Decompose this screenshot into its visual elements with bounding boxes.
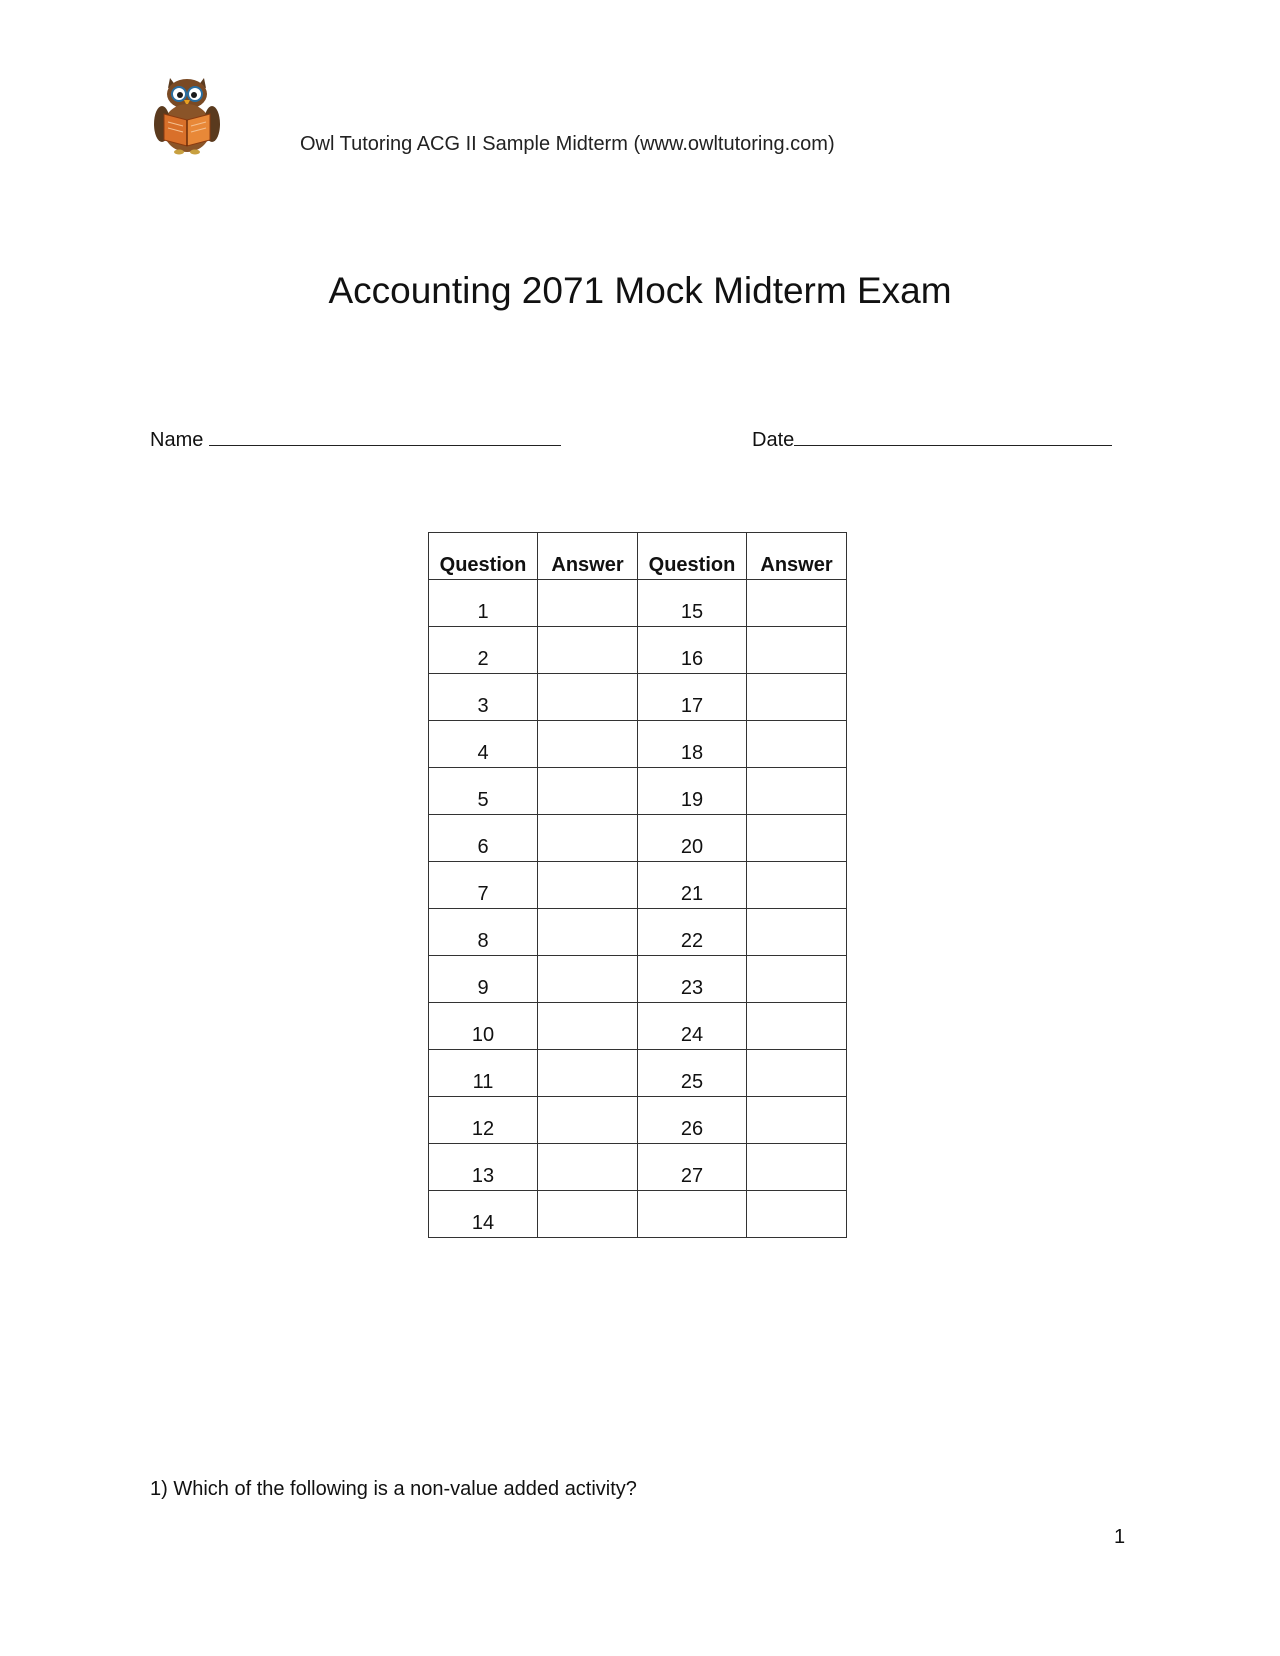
question-number-cell: 25 xyxy=(638,1050,747,1097)
question-number-cell: 24 xyxy=(638,1003,747,1050)
table-row xyxy=(429,956,847,1003)
question-number-cell: 13 xyxy=(429,1144,538,1191)
answer-cell[interactable] xyxy=(747,909,847,956)
question-number-cell: 1 xyxy=(429,580,538,627)
table-row xyxy=(429,721,847,768)
table-row xyxy=(429,1050,847,1097)
answer-table xyxy=(428,532,847,1238)
answer-cell[interactable] xyxy=(747,815,847,862)
header-answer-1: Answer xyxy=(538,533,638,580)
question-number-cell: 3 xyxy=(429,674,538,721)
table-row xyxy=(429,580,847,627)
name-blank-line[interactable] xyxy=(209,427,561,446)
answer-cell[interactable] xyxy=(747,1003,847,1050)
question-number-cell: 14 xyxy=(429,1191,538,1238)
table-row xyxy=(429,1191,847,1238)
answer-cell[interactable] xyxy=(747,1191,847,1238)
answer-cell[interactable] xyxy=(538,627,638,674)
answer-cell[interactable] xyxy=(747,1097,847,1144)
answer-cell[interactable] xyxy=(747,580,847,627)
question-number-cell: 26 xyxy=(638,1097,747,1144)
answer-table-body xyxy=(429,580,847,1238)
date-field xyxy=(752,427,1112,452)
answer-cell[interactable] xyxy=(538,1003,638,1050)
answer-cell[interactable] xyxy=(747,674,847,721)
question-number-cell: 27 xyxy=(638,1144,747,1191)
date-blank-line[interactable] xyxy=(794,427,1112,446)
answer-cell[interactable] xyxy=(538,1144,638,1191)
answer-cell[interactable] xyxy=(538,674,638,721)
question-number-cell: 9 xyxy=(429,956,538,1003)
date-label: Date xyxy=(752,429,795,451)
question-number-cell: 11 xyxy=(429,1050,538,1097)
question-number-cell xyxy=(638,1191,747,1238)
answer-cell[interactable] xyxy=(747,627,847,674)
question-number-cell: 15 xyxy=(638,580,747,627)
name-label: Name xyxy=(150,429,204,451)
question-number-cell: 20 xyxy=(638,815,747,862)
answer-cell[interactable] xyxy=(747,1050,847,1097)
table-row xyxy=(429,862,847,909)
table-row xyxy=(429,815,847,862)
owl-logo-icon xyxy=(148,72,226,156)
answer-cell[interactable] xyxy=(538,815,638,862)
page-number: 1 xyxy=(1114,1526,1126,1548)
question-1-text: 1) Which of the following is a non-value added activity? xyxy=(150,1478,637,1500)
header-question-2: Question xyxy=(638,533,747,580)
page-title: Accounting 2071 Mock Midterm Exam xyxy=(328,270,952,311)
answer-cell[interactable] xyxy=(747,721,847,768)
header-text: Owl Tutoring ACG II Sample Midterm (www.owltutoring.com) xyxy=(300,133,835,155)
answer-cell[interactable] xyxy=(538,768,638,815)
table-row xyxy=(429,909,847,956)
question-number-cell: 6 xyxy=(429,815,538,862)
question-number-cell: 10 xyxy=(429,1003,538,1050)
answer-cell[interactable] xyxy=(747,768,847,815)
header-question-1: Question xyxy=(429,533,538,580)
table-row xyxy=(429,1003,847,1050)
answer-cell[interactable] xyxy=(538,956,638,1003)
question-number-cell: 18 xyxy=(638,721,747,768)
answer-cell[interactable] xyxy=(747,956,847,1003)
question-number-cell: 8 xyxy=(429,909,538,956)
answer-cell[interactable] xyxy=(538,909,638,956)
question-number-cell: 2 xyxy=(429,627,538,674)
table-row xyxy=(429,1097,847,1144)
question-number-cell: 19 xyxy=(638,768,747,815)
question-number-cell: 4 xyxy=(429,721,538,768)
answer-table-header-row xyxy=(429,533,847,580)
answer-cell[interactable] xyxy=(538,1191,638,1238)
question-number-cell: 5 xyxy=(429,768,538,815)
header-answer-2: Answer xyxy=(747,533,847,580)
answer-cell[interactable] xyxy=(747,862,847,909)
answer-cell[interactable] xyxy=(538,1097,638,1144)
answer-cell[interactable] xyxy=(538,862,638,909)
question-number-cell: 21 xyxy=(638,862,747,909)
table-row xyxy=(429,1144,847,1191)
question-number-cell: 7 xyxy=(429,862,538,909)
answer-cell[interactable] xyxy=(538,1050,638,1097)
answer-cell[interactable] xyxy=(538,721,638,768)
question-number-cell: 17 xyxy=(638,674,747,721)
table-row xyxy=(429,674,847,721)
answer-cell[interactable] xyxy=(538,580,638,627)
name-field xyxy=(150,427,561,452)
table-row xyxy=(429,768,847,815)
table-row xyxy=(429,627,847,674)
question-number-cell: 16 xyxy=(638,627,747,674)
question-number-cell: 22 xyxy=(638,909,747,956)
question-number-cell: 23 xyxy=(638,956,747,1003)
answer-cell[interactable] xyxy=(747,1144,847,1191)
question-number-cell: 12 xyxy=(429,1097,538,1144)
